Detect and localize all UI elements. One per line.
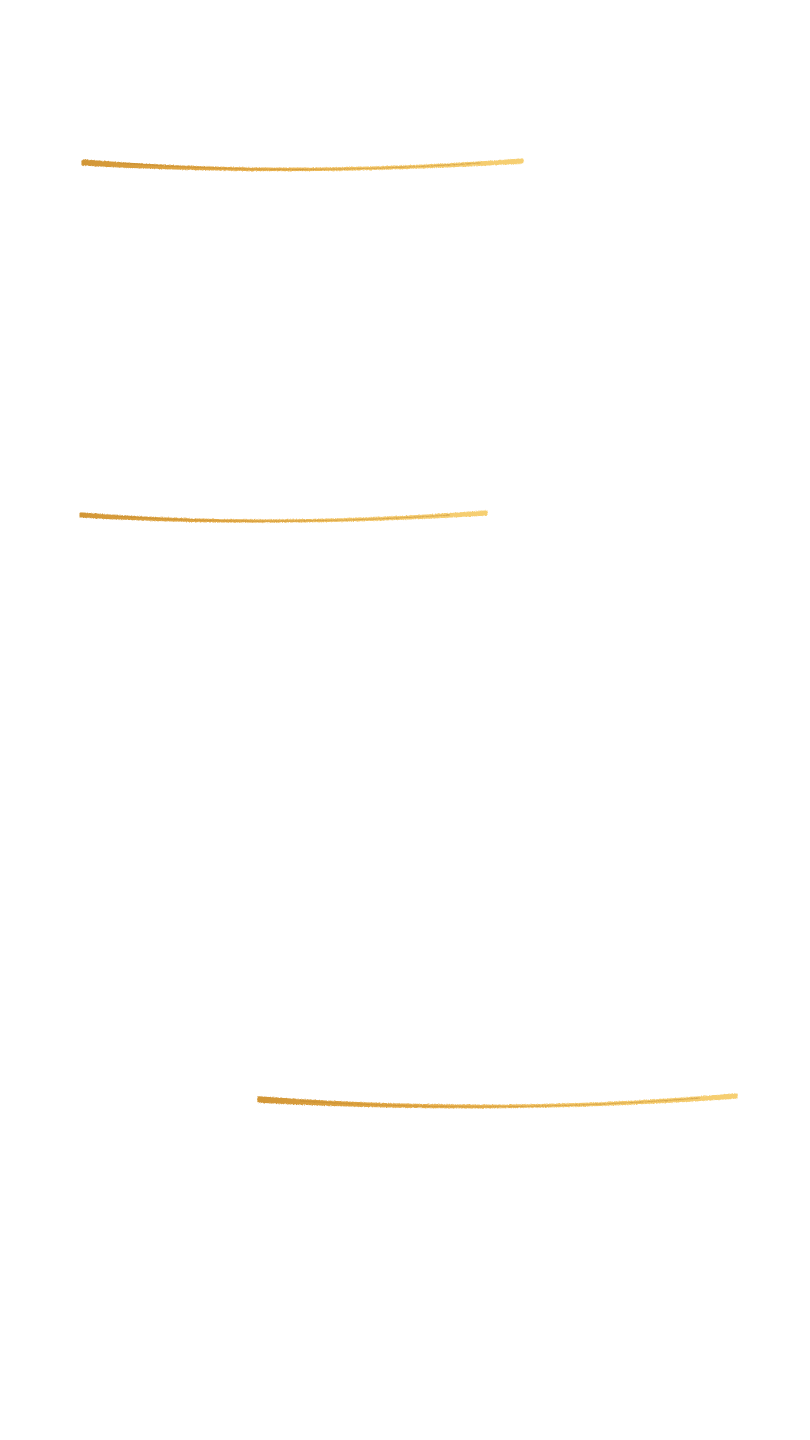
gold-brush-stroke-3: [259, 1095, 736, 1107]
gold-brush-stroke-2: [81, 512, 486, 521]
gold-brush-stroke-1: [83, 160, 522, 170]
